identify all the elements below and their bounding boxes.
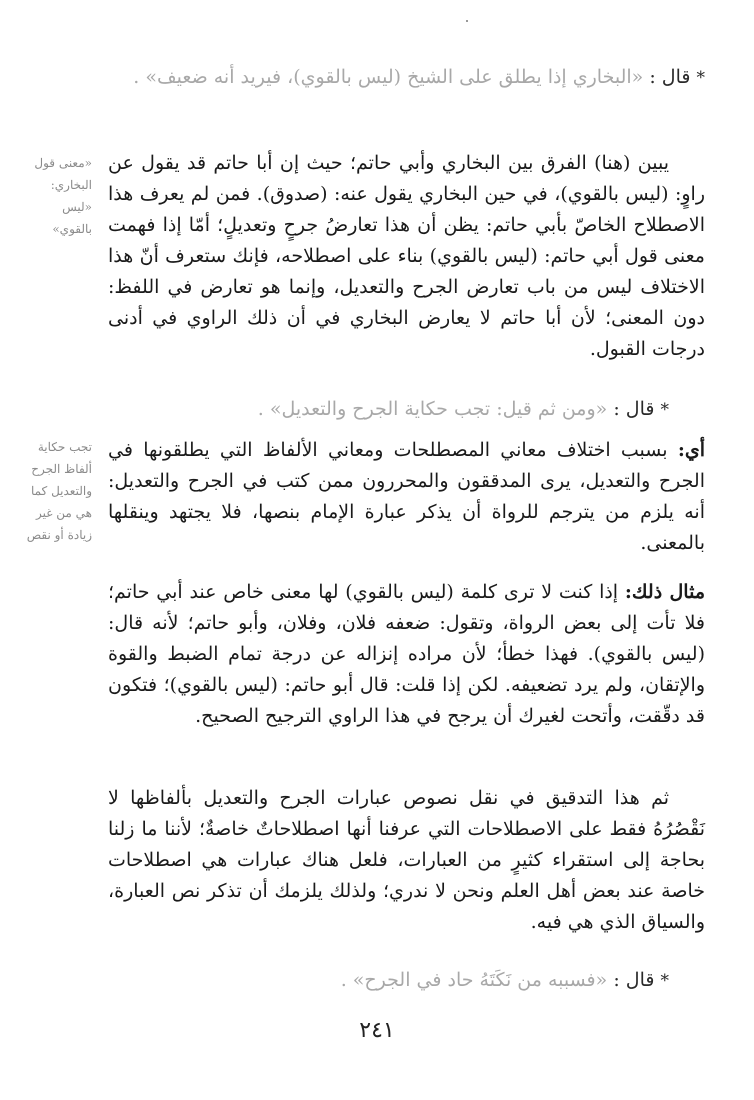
paragraph-4: ثم هذا التدقيق في نقل نصوص عبارات الجرح والتعديل بألفاظها لا نَقْصُرُهُ فقط على الاصطلاحات التي عرفنا أنها اصطلاحاتٌ خاصةٌ؛ لأننا ما زلنا بحاجة إلى استقراء كثيرٍ من العبارات، فلعل هناك عبارات هي اصطلاحات خاصة عند بعض أهل العلم ونحن لا ندري؛ ولذلك يلزمك أن تذكر نص العبارة، والسياق الذي هي فيه. — [108, 787, 705, 933]
paragraph-2 — [108, 435, 705, 559]
asterisk-icon: * — [696, 68, 705, 88]
paragraph-1: يبين (هنا) الفرق بين البخاري وأبي حاتم؛ حيث إن أبا حاتم قد يقول عن راوٍ: (ليس بالقوي)، في حين البخاري يقول عنه: (صدوق). فمن لم يعرف هذا الاصطلاح الخاصّ بأبي حاتم: يظن أن هذا تعارضُ جرحٍ وتعديلٍ؛ أمّا إذا فهمت معنى قول أبي حاتم: (ليس بالقوي) بناء على اصطلاحه، فإنك ستعرف أنّ هذا الاختلاف ليس من باب تعارض الجرح والتعديل، وإنما هو تعارض في اللفظ: دون المعنى؛ لأن أبا حاتم لا يعارض البخاري في أن ذلك الراوي في أدنى درجات القبول. — [108, 152, 705, 360]
quote-2 — [108, 394, 705, 426]
margin-note-1: «معنى قول البخاري: «ليس بالقوي» — [34, 156, 92, 236]
quote-2-text: «ومن ثم قيل: تجب حكاية الجرح والتعديل» . — [257, 398, 608, 420]
quote-3 — [108, 965, 705, 997]
quote-2-lead: قال : — [613, 398, 655, 420]
paragraph-2-lead: أي: — [677, 439, 705, 461]
paragraph-2-text: بسبب اختلاف معاني المصطلحات ومعاني الألفاظ التي يطلقونها في الجرح والتعديل، يرى المدققون والمحررون ممن كتب في الجرح والتعديل: أنه يلزم من يترجم للرواة أن يذكر عبارة الإمام بنصها، فلا يجتهد وينقلها بالمعنى. — [108, 439, 705, 554]
paragraph-3-text: إذا كنت لا ترى كلمة (ليس بالقوي) لها معنى خاص عند أبي حاتم؛ فلا تأت إلى بعض الرواة، وتقول: ضعفه فلان، وفلان، وأبو حاتم؛ لأنه قال: (ليس بالقوي). فهذا خطأ؛ لأن مراده إنزاله عن درجة تمام الضبط والقوة والإتقان، ولم يرد تضعيفه. لكن إذا قلت: قال أبو حاتم: (ليس بالقوي)؛ فتكون قد دقّقت، وأتحت لغيرك أن يرجح في هذا الراوي الترجيح الصحيح. — [108, 581, 705, 727]
quote-1-lead: قال : — [649, 66, 691, 88]
paragraph-3-lead: مثال ذلك: — [624, 581, 705, 603]
page-number: ٢٤١ — [359, 1018, 395, 1043]
quote-1-text: «البخاري إذا يطلق على الشيخ (ليس بالقوي)، فيريد أنه ضعيف» . — [133, 66, 644, 88]
asterisk-icon: * — [660, 400, 669, 420]
paragraph-3 — [108, 577, 705, 732]
quote-3-text: «فسببه من نَكَتَهُ حاد في الجرح» . — [340, 969, 608, 991]
quote-1 — [108, 62, 705, 94]
margin-note-2: تجب حكاية ألفاظ الجرح والتعديل كما هي من غير زيادة أو نقص — [26, 440, 92, 542]
speck-mark — [466, 20, 468, 22]
quote-3-lead: قال : — [613, 969, 655, 991]
asterisk-icon: * — [660, 971, 669, 991]
